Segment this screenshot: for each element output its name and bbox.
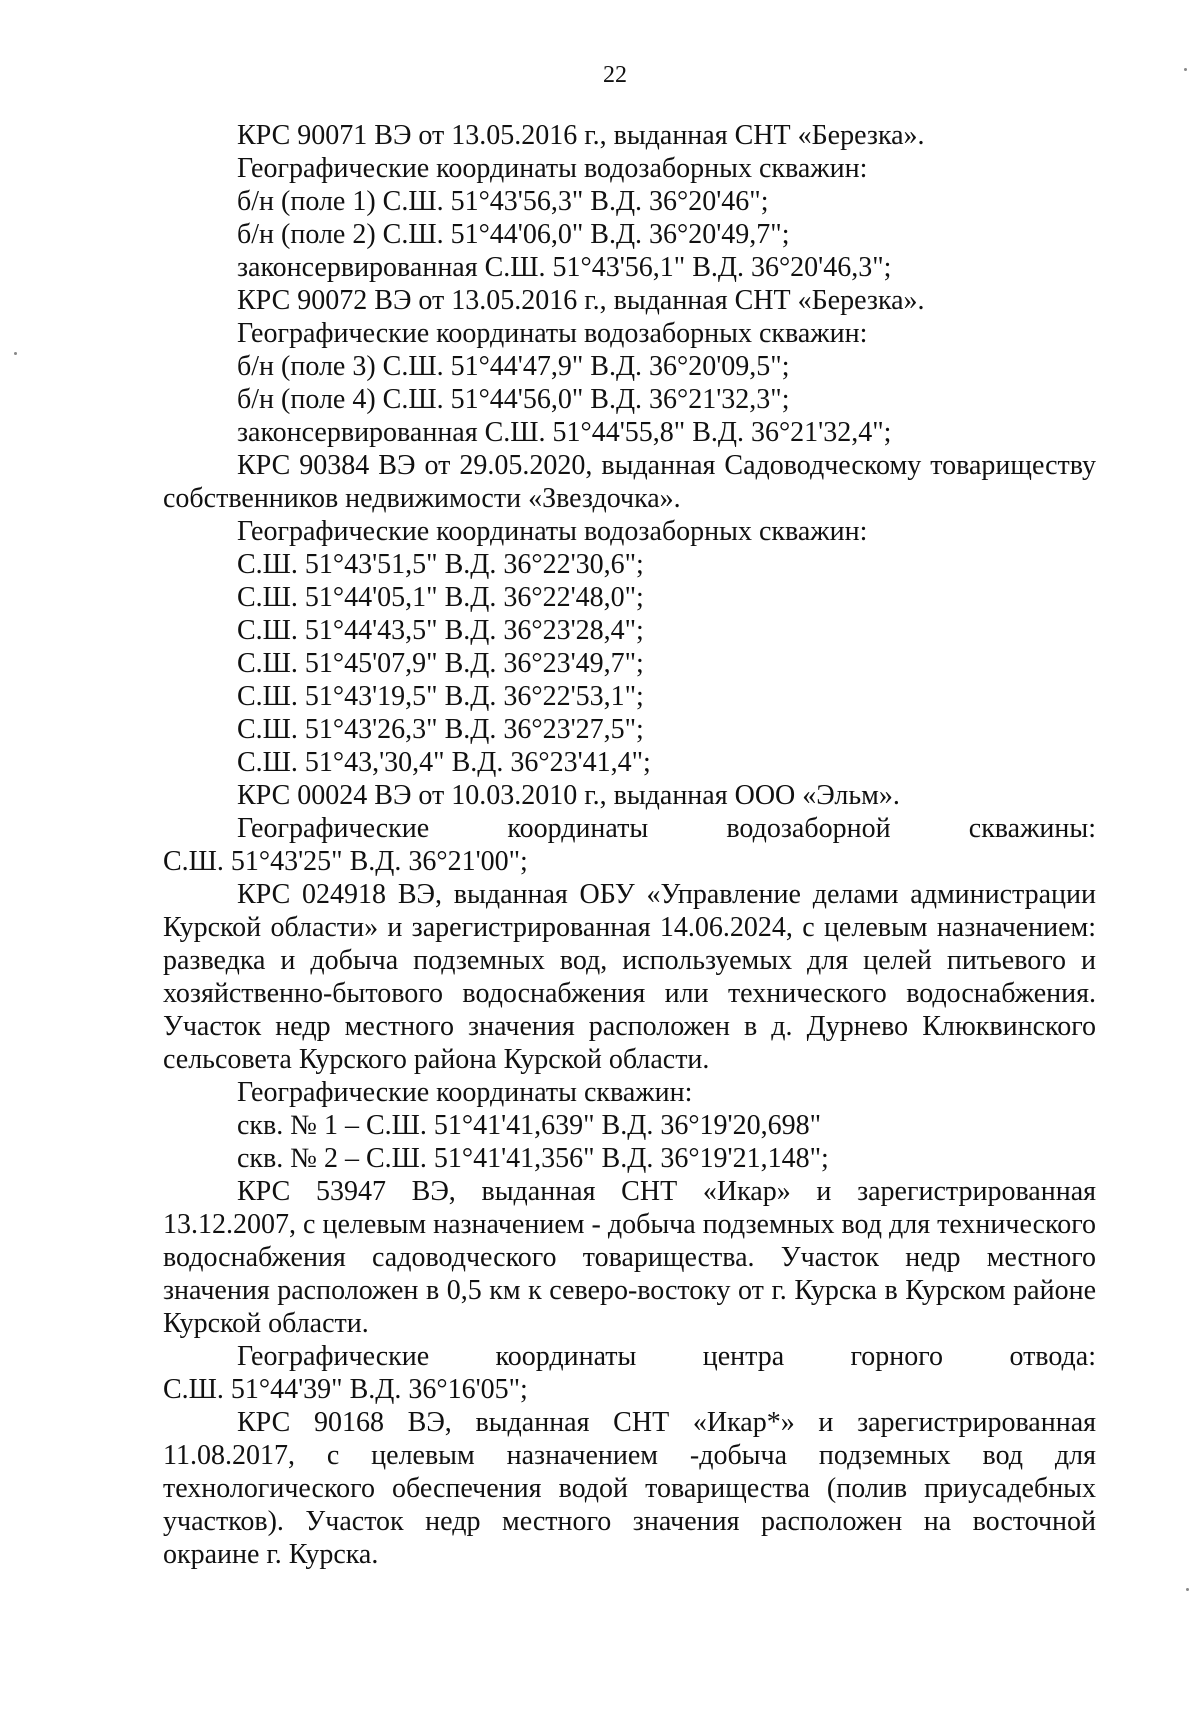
text-line: б/н (поле 1) С.Ш. 51°43'56,3" В.Д. 36°20'46"; <box>237 186 769 217</box>
text-line: КРС 00024 ВЭ от 10.03.2010 г., выданная ООО «Эльм». <box>237 780 900 811</box>
scan-speck <box>14 352 17 355</box>
page-number: 22 <box>603 62 627 88</box>
text-line: б/н (поле 2) С.Ш. 51°44'06,0" В.Д. 36°20'49,7"; <box>237 219 790 250</box>
text-line: Географические координаты водозаборных скважин: <box>237 516 868 547</box>
paragraph-ikar: КРС 53947 ВЭ, выданная СНТ «Икар» и зарегистрированная 13.12.2007, с целевым назначением - добыча подземных вод для технического водоснабжения садоводческого товарищества. Участок недр местного значения расположен в 0,5 км к северо-востоку от г. Курска в Курском районе Курской области. <box>163 1176 1096 1339</box>
scan-speck <box>1184 68 1187 71</box>
ikar-coords-value: С.Ш. 51°44'39" В.Д. 36°16'05"; <box>163 1374 528 1405</box>
text-line: скв. № 2 – С.Ш. 51°41'41,356" В.Д. 36°19'21,148"; <box>237 1143 829 1174</box>
text-line: С.Ш. 51°43,'30,4" В.Д. 36°23'41,4"; <box>237 747 651 778</box>
text-line: Географические координаты водозаборных скважин: <box>237 153 868 184</box>
text-line: С.Ш. 51°43'51,5" В.Д. 36°22'30,6"; <box>237 549 644 580</box>
text-line: С.Ш. 51°45'07,9" В.Д. 36°23'49,7"; <box>237 648 644 679</box>
paragraph-zvezdochka: КРС 90384 ВЭ от 29.05.2020, выданная Садоводческому товариществу собственников недвижимости «Звездочка». <box>163 450 1096 514</box>
text-line: С.Ш. 51°44'43,5" В.Д. 36°23'28,4"; <box>237 615 644 646</box>
text-line: скв. № 1 – С.Ш. 51°41'41,639" В.Д. 36°19'20,698" <box>237 1110 822 1141</box>
document-body <box>163 119 1096 1571</box>
text-line: б/н (поле 3) С.Ш. 51°44'47,9" В.Д. 36°20'09,5"; <box>237 351 790 382</box>
text-line: С.Ш. 51°43'19,5" В.Д. 36°22'53,1"; <box>237 681 644 712</box>
paragraph-ikar-2: КРС 90168 ВЭ, выданная СНТ «Икар*» и зарегистрированная 11.08.2017, с целевым назначением -добыча подземных вод для технологического обеспечения водой товарищества (полив приусадебных участков). Участок недр местного значения расположен на восточной окраине г. Курска. <box>163 1407 1096 1570</box>
text-line: КРС 90072 ВЭ от 13.05.2016 г., выданная СНТ «Березка». <box>237 285 925 316</box>
elm-coords-heading: Географические координаты водозаборной скважины: <box>237 813 1096 844</box>
ikar-coords-heading: Географические координаты центра горного отвода: <box>237 1341 1096 1372</box>
text-line: Географические координаты водозаборных скважин: <box>237 318 868 349</box>
paragraph-obu: КРС 024918 ВЭ, выданная ОБУ «Управление делами администрации Курской области» и зарегистрированная 14.06.2024, с целевым назначением: разведка и добыча подземных вод, используемых для целей питьевого и хозяйственно-бытового водоснабжения или технического водоснабжения. Участок недр местного значения расположен в д. Дурнево Клюквинского сельсовета Курского района Курской области. <box>163 879 1096 1075</box>
text-line: С.Ш. 51°44'05,1" В.Д. 36°22'48,0"; <box>237 582 644 613</box>
text-line: С.Ш. 51°43'26,3" В.Д. 36°23'27,5"; <box>237 714 644 745</box>
text-line: Географические координаты скважин: <box>237 1077 693 1108</box>
elm-coords-value: С.Ш. 51°43'25" В.Д. 36°21'00"; <box>163 846 528 877</box>
text-line: законсервированная С.Ш. 51°43'56,1" В.Д. 36°20'46,3"; <box>237 252 892 283</box>
scan-speck <box>1186 1588 1189 1591</box>
text-line: б/н (поле 4) С.Ш. 51°44'56,0" В.Д. 36°21'32,3"; <box>237 384 790 415</box>
text-line: КРС 90071 ВЭ от 13.05.2016 г., выданная СНТ «Березка». <box>237 120 925 151</box>
text-line: законсервированная С.Ш. 51°44'55,8" В.Д. 36°21'32,4"; <box>237 417 892 448</box>
